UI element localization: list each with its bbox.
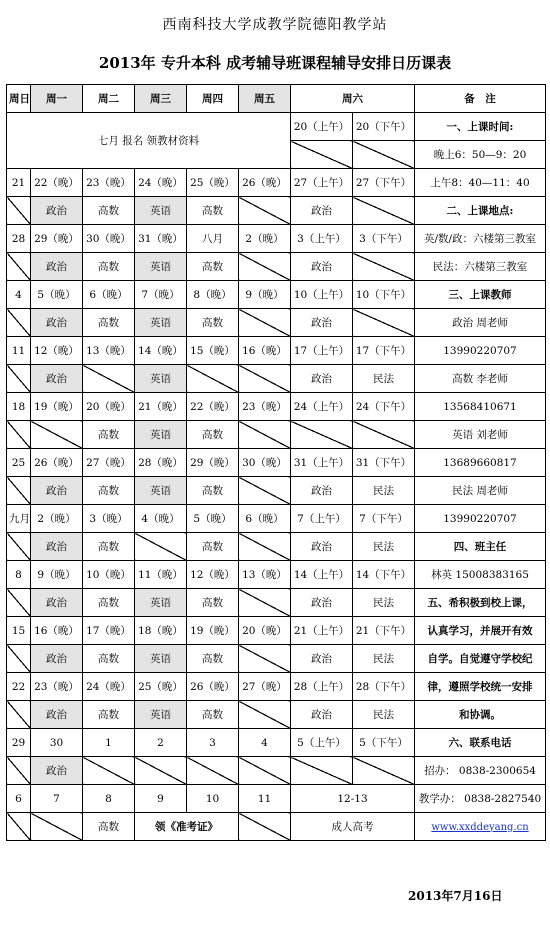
date-cell: 28（晚） [135, 449, 187, 477]
note-cell: 13689660817 [415, 449, 546, 477]
date-cell: 6（晚） [83, 281, 135, 309]
date-cell: 4（晚） [135, 505, 187, 533]
subject-cell: 高数 [187, 645, 239, 673]
date-cell: 26（晚） [187, 673, 239, 701]
note-cell: 自学。自觉遵守学校纪 [415, 645, 546, 673]
subject-cell: 高数 [187, 589, 239, 617]
col-sat-header: 周六 [291, 85, 415, 113]
empty-cell [135, 533, 187, 561]
date-cell: 3（晚） [83, 505, 135, 533]
date-cell: 2（晚） [31, 505, 83, 533]
note-cell: 13990220707 [415, 505, 546, 533]
col-note-header: 备 注 [415, 85, 546, 113]
subject-cell: 政治 [31, 533, 83, 561]
date-cell: 19（晚） [31, 393, 83, 421]
week-number: 11 [7, 337, 31, 365]
subject-row [7, 477, 546, 505]
date-cell: 7（下午） [353, 505, 415, 533]
subject-cell: 民法 [353, 645, 415, 673]
date-cell: 30（晚） [239, 449, 291, 477]
page-title: 2013年 专升本科 成考辅导班课程辅导安排日历课表 [98, 54, 452, 72]
schedule-body [7, 113, 546, 841]
date-cell: 26（晚） [31, 449, 83, 477]
subject-cell: 政治 [291, 533, 353, 561]
empty-cell [7, 813, 31, 841]
date-cell: 29（晚） [31, 225, 83, 253]
date-cell: 24（上午） [291, 393, 353, 421]
date-cell: 9 [135, 785, 187, 813]
date-cell: 26（晚） [239, 169, 291, 197]
date-cell: 3（上午） [291, 225, 353, 253]
date-cell: 13（晚） [83, 337, 135, 365]
empty-cell [239, 757, 291, 785]
date-cell: 13（晚） [239, 561, 291, 589]
subject-cell: 高数 [187, 533, 239, 561]
note-cell: 英语 刘老师 [415, 421, 546, 449]
note-cell: 四、班主任 [415, 533, 546, 561]
note-cell: 林英 15008383165 [415, 561, 546, 589]
subject-cell: 民法 [353, 701, 415, 729]
date-row [7, 729, 546, 757]
subject-cell: 政治 [291, 197, 353, 225]
subject-cell: 英语 [135, 477, 187, 505]
date-cell: 22（晚） [187, 393, 239, 421]
date-cell: 4 [239, 729, 291, 757]
date-cell: 10（上午） [291, 281, 353, 309]
date-cell: 27（下午） [353, 169, 415, 197]
date-cell: 5（晚） [187, 505, 239, 533]
week-number: 29 [7, 729, 31, 757]
header-row [7, 85, 546, 113]
exam-cell: 成人高考 [291, 813, 415, 841]
subject-cell: 政治 [31, 589, 83, 617]
note-cell: 教学办： 0838-2827540 [415, 785, 546, 813]
week-number: 15 [7, 617, 31, 645]
date-cell: 9（晚） [31, 561, 83, 589]
empty-cell [239, 533, 291, 561]
date-cell: 30（晚） [83, 225, 135, 253]
subject-cell: 政治 [31, 645, 83, 673]
date-row [7, 785, 546, 813]
date-cell: 14（晚） [135, 337, 187, 365]
subject-cell: 政治 [291, 253, 353, 281]
subject-cell: 高数 [187, 701, 239, 729]
subject-cell: 政治 [31, 701, 83, 729]
date-row [7, 393, 546, 421]
note-cell: 招办： 0838-2300654 [415, 757, 546, 785]
date-cell: 10 [187, 785, 239, 813]
date-cell: 9（晚） [239, 281, 291, 309]
date-row [7, 673, 546, 701]
subject-cell: 民法 [353, 477, 415, 505]
week-number: 九月 [7, 505, 31, 533]
empty-cell [7, 645, 31, 673]
subject-cell: 高数 [83, 197, 135, 225]
empty-cell [353, 141, 415, 169]
subject-row [7, 365, 546, 393]
sat-afternoon-date: 20（下午） [353, 113, 415, 141]
note-cell: 律，遵照学校统一安排 [415, 673, 546, 701]
subject-cell: 政治 [31, 253, 83, 281]
subject-cell: 政治 [291, 477, 353, 505]
subject-row [7, 645, 546, 673]
date-cell: 14（下午） [353, 561, 415, 589]
empty-cell [7, 533, 31, 561]
empty-cell [31, 813, 83, 841]
subject-cell: 政治 [291, 309, 353, 337]
empty-cell [239, 197, 291, 225]
date-row [7, 449, 546, 477]
subject-cell: 高数 [187, 421, 239, 449]
schedule-table [6, 84, 546, 841]
date-cell: 27（晚） [83, 449, 135, 477]
subject-cell: 高数 [83, 477, 135, 505]
subject-cell: 政治 [31, 477, 83, 505]
date-cell: 21（上午） [291, 617, 353, 645]
date-cell: 10（下午） [353, 281, 415, 309]
date-cell: 22（晚） [31, 169, 83, 197]
subject-cell: 民法 [353, 533, 415, 561]
date-cell: 27（上午） [291, 169, 353, 197]
date-cell: 24（晚） [135, 169, 187, 197]
empty-cell [353, 309, 415, 337]
date-cell: 5（晚） [31, 281, 83, 309]
col-fri-header: 周五 [239, 85, 291, 113]
subject-row [7, 589, 546, 617]
empty-cell [291, 141, 353, 169]
subject-cell: 英语 [135, 645, 187, 673]
week-number: 28 [7, 225, 31, 253]
date-cell: 23（晚） [239, 393, 291, 421]
note-cell: 上午8：40—11：40 [415, 169, 546, 197]
col-wed-header: 周三 [135, 85, 187, 113]
subject-cell: 高数 [83, 421, 135, 449]
col-week-header: 周日 [7, 85, 31, 113]
date-cell: 8（晚） [187, 281, 239, 309]
date-cell: 24（下午） [353, 393, 415, 421]
empty-cell [239, 589, 291, 617]
subject-cell: 高数 [83, 533, 135, 561]
empty-cell [353, 757, 415, 785]
empty-cell [187, 365, 239, 393]
date-cell: 17（上午） [291, 337, 353, 365]
empty-cell [291, 757, 353, 785]
note-cell: 民法 周老师 [415, 477, 546, 505]
subject-row [7, 253, 546, 281]
subject-cell: 英语 [135, 197, 187, 225]
date-row [7, 281, 546, 309]
empty-cell [353, 253, 415, 281]
empty-cell [239, 309, 291, 337]
date-cell: 19（晚） [187, 617, 239, 645]
note-cell: 和协调。 [415, 701, 546, 729]
subject-cell: 民法 [353, 589, 415, 617]
empty-cell [135, 757, 187, 785]
empty-cell [353, 197, 415, 225]
week-number: 4 [7, 281, 31, 309]
note-cell: 13568410671 [415, 393, 546, 421]
week-number: 8 [7, 561, 31, 589]
date-cell: 17（晚） [83, 617, 135, 645]
note-cell: 六、联系电话 [415, 729, 546, 757]
date-cell: 28（下午） [353, 673, 415, 701]
note-cell: 英/数/政：六楼第三教室 [415, 225, 546, 253]
date-cell: 7（上午） [291, 505, 353, 533]
subject-cell: 民法 [353, 365, 415, 393]
date-cell: 2 [135, 729, 187, 757]
date-cell: 5（下午） [353, 729, 415, 757]
subject-cell: 政治 [31, 757, 83, 785]
date-cell: 21（下午） [353, 617, 415, 645]
date-cell: 7（晚） [135, 281, 187, 309]
date-cell: 11（晚） [135, 561, 187, 589]
date-cell: 16（晚） [31, 617, 83, 645]
subject-cell: 英语 [135, 421, 187, 449]
subject-cell: 高数 [187, 309, 239, 337]
empty-cell [7, 589, 31, 617]
subject-cell: 高数 [83, 589, 135, 617]
subject-row [7, 197, 546, 225]
empty-cell [187, 757, 239, 785]
subject-cell: 高数 [83, 253, 135, 281]
exam-date-cell: 12-13 [291, 785, 415, 813]
date-cell: 20（晚） [239, 617, 291, 645]
date-cell: 31（晚） [135, 225, 187, 253]
date-cell: 8 [83, 785, 135, 813]
note-cell: 认真学习，并展开有效 [415, 617, 546, 645]
subject-cell: 政治 [291, 701, 353, 729]
footer-date: 2013年7月16日 [408, 889, 503, 903]
date-cell: 14（上午） [291, 561, 353, 589]
subject-cell: 政治 [31, 309, 83, 337]
date-cell: 31（上午） [291, 449, 353, 477]
date-cell: 29（晚） [187, 449, 239, 477]
empty-cell [7, 477, 31, 505]
week-number: 21 [7, 169, 31, 197]
empty-cell [83, 365, 135, 393]
date-cell: 23（晚） [83, 169, 135, 197]
date-cell: 10（晚） [83, 561, 135, 589]
subject-row [7, 813, 546, 841]
empty-cell [353, 421, 415, 449]
date-cell: 27（晚） [239, 673, 291, 701]
date-cell: 12（晚） [31, 337, 83, 365]
subject-cell: 英语 [135, 309, 187, 337]
empty-cell [239, 253, 291, 281]
date-cell: 31（下午） [353, 449, 415, 477]
subject-cell: 英语 [135, 253, 187, 281]
date-row [7, 225, 546, 253]
note-cell: 13990220707 [415, 337, 546, 365]
empty-cell [83, 757, 135, 785]
empty-cell [7, 421, 31, 449]
subject-cell: 高数 [83, 701, 135, 729]
empty-cell [239, 813, 291, 841]
empty-cell [7, 701, 31, 729]
date-cell: 28（上午） [291, 673, 353, 701]
date-cell: 15（晚） [187, 337, 239, 365]
date-cell: 5（上午） [291, 729, 353, 757]
subject-row [7, 309, 546, 337]
date-cell: 11 [239, 785, 291, 813]
date-cell: 25（晚） [187, 169, 239, 197]
subject-cell: 高数 [83, 309, 135, 337]
website-link[interactable]: www.xxddeyang.cn [431, 821, 529, 833]
subject-row [7, 701, 546, 729]
date-cell: 7 [31, 785, 83, 813]
subject-row [7, 421, 546, 449]
date-cell: 16（晚） [239, 337, 291, 365]
date-cell: 八月 [187, 225, 239, 253]
week-number: 22 [7, 673, 31, 701]
subject-cell: 高数 [83, 645, 135, 673]
note-cell: 高数 李老师 [415, 365, 546, 393]
week-number: 6 [7, 785, 31, 813]
note-cell: 民法：六楼第三教室 [415, 253, 546, 281]
empty-cell [239, 701, 291, 729]
org-name: 西南科技大学成教学院德阳教学站 [162, 17, 388, 33]
subject-cell: 高数 [187, 197, 239, 225]
date-cell: 20（晚） [83, 393, 135, 421]
subject-cell: 政治 [31, 197, 83, 225]
subject-cell: 政治 [291, 645, 353, 673]
subject-cell: 高数 [187, 253, 239, 281]
subject-row [7, 533, 546, 561]
subject-row [7, 757, 546, 785]
date-row [7, 617, 546, 645]
subject-cell: 政治 [291, 365, 353, 393]
empty-cell [7, 309, 31, 337]
empty-cell [7, 253, 31, 281]
date-cell: 25（晚） [135, 673, 187, 701]
date-cell: 2（晚） [239, 225, 291, 253]
empty-cell [7, 365, 31, 393]
date-row [7, 169, 546, 197]
subject-cell: 高数 [83, 813, 135, 841]
note-class-time: 一、上课时间: [415, 113, 546, 141]
col-thu-header: 周四 [187, 85, 239, 113]
date-cell: 24（晚） [83, 673, 135, 701]
note-cell: 政治 周老师 [415, 309, 546, 337]
website-cell [415, 813, 546, 841]
date-row [7, 561, 546, 589]
col-tue-header: 周二 [83, 85, 135, 113]
date-cell: 1 [83, 729, 135, 757]
registration-row [7, 113, 546, 141]
date-cell: 23（晚） [31, 673, 83, 701]
empty-cell [291, 421, 353, 449]
subject-cell: 英语 [135, 589, 187, 617]
date-row [7, 505, 546, 533]
date-row [7, 337, 546, 365]
date-cell: 18（晚） [135, 617, 187, 645]
subject-cell: 高数 [187, 477, 239, 505]
date-cell: 3（下午） [353, 225, 415, 253]
empty-cell [7, 757, 31, 785]
subject-cell: 政治 [291, 589, 353, 617]
col-mon-header: 周一 [31, 85, 83, 113]
note-cell: 三、上课教师 [415, 281, 546, 309]
subject-cell: 政治 [31, 365, 83, 393]
empty-cell [7, 197, 31, 225]
registration-info: 七月 报名 领教材资料 [7, 113, 291, 169]
empty-cell [31, 421, 83, 449]
week-number: 25 [7, 449, 31, 477]
date-cell: 6（晚） [239, 505, 291, 533]
sat-morning-date: 20（上午） [291, 113, 353, 141]
admission-ticket-cell: 领《准考证》 [135, 813, 239, 841]
date-cell: 30 [31, 729, 83, 757]
empty-cell [239, 421, 291, 449]
date-cell: 12（晚） [187, 561, 239, 589]
note-cell: 二、上课地点: [415, 197, 546, 225]
empty-cell [239, 365, 291, 393]
note-evening-time: 晚上6：50—9：20 [415, 141, 546, 169]
empty-cell [239, 477, 291, 505]
date-cell: 3 [187, 729, 239, 757]
empty-cell [239, 645, 291, 673]
subject-cell: 英语 [135, 701, 187, 729]
subject-cell: 英语 [135, 365, 187, 393]
date-cell: 21（晚） [135, 393, 187, 421]
week-number: 18 [7, 393, 31, 421]
note-cell: 五、希积极到校上课， [415, 589, 546, 617]
date-cell: 17（下午） [353, 337, 415, 365]
